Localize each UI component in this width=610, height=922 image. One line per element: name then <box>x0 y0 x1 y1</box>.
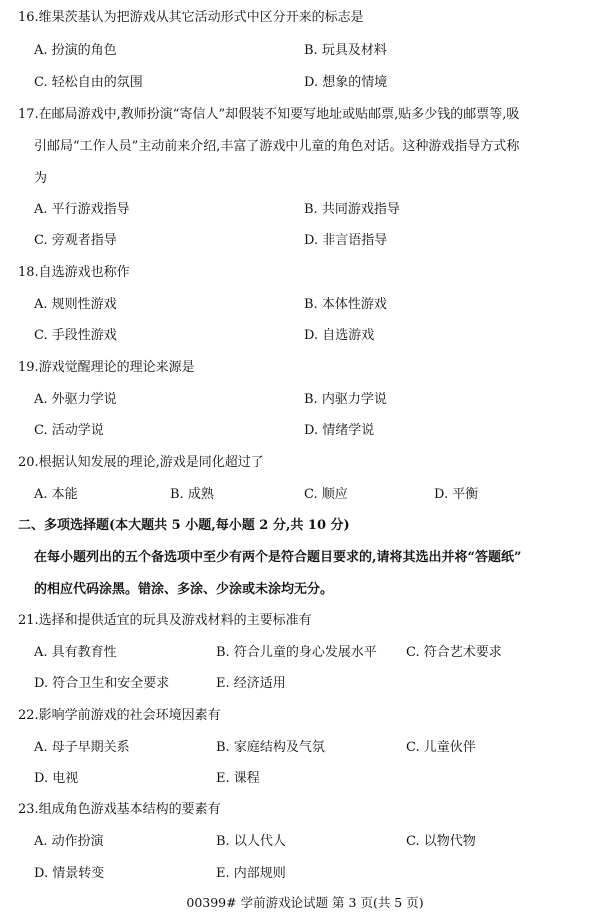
q16-option-d: D. 想象的情境 <box>304 75 388 90</box>
q21-option-e: E. 经济适用 <box>216 676 286 691</box>
q16-option-a: A. 扮演的角色 <box>34 43 117 58</box>
q19-option-b: B. 内驱力学说 <box>304 392 387 407</box>
q22-option-e: E. 课程 <box>216 771 260 786</box>
q23-option-b: B. 以人代人 <box>216 834 286 849</box>
q17-option-b: B. 共同游戏指导 <box>304 202 400 217</box>
q18-option-d: D. 自选游戏 <box>304 328 375 343</box>
q18-option-b: B. 本体性游戏 <box>304 297 387 312</box>
question-17-stem-line-3: 为 <box>34 171 48 186</box>
q23-option-d: D. 情景转变 <box>34 866 105 881</box>
q21-option-a: A. 具有教育性 <box>34 645 117 660</box>
q22-option-c: C. 儿童伙伴 <box>406 740 476 755</box>
q21-option-c: C. 符合艺术要求 <box>406 645 502 660</box>
q20-option-b: B. 成熟 <box>170 487 214 502</box>
section-2-title: 二、多项选择题(本大题共 5 小题,每小题 2 分,共 10 分) <box>18 518 350 533</box>
q22-option-d: D. 电视 <box>34 771 79 786</box>
q18-option-c: C. 手段性游戏 <box>34 328 117 343</box>
question-22-stem: 22.影响学前游戏的社会环境因素有 <box>18 708 221 723</box>
q21-option-b: B. 符合儿童的身心发展水平 <box>216 645 377 660</box>
question-21-stem: 21.选择和提供适宜的玩具及游戏材料的主要标准有 <box>18 613 312 628</box>
q17-option-a: A. 平行游戏指导 <box>34 202 130 217</box>
q19-option-a: A. 外驱力学说 <box>34 392 117 407</box>
q20-option-d: D. 平衡 <box>434 487 479 502</box>
question-17-stem-line-2: 引邮局“工作人员”主动前来介绍,丰富了游戏中儿童的角色对话。这种游戏指导方式称 <box>34 139 520 154</box>
q16-option-b: B. 玩具及材料 <box>304 43 387 58</box>
q23-option-c: C. 以物代物 <box>406 834 476 849</box>
question-17-stem-line-1: 17.在邮局游戏中,教师扮演“寄信人”却假装不知要写地址或贴邮票,贴多少钱的邮票等,吸 <box>18 107 520 122</box>
q17-option-c: C. 旁观者指导 <box>34 233 117 248</box>
q22-option-a: A. 母子早期关系 <box>34 740 130 755</box>
q21-option-d: D. 符合卫生和安全要求 <box>34 676 170 691</box>
page-footer: 00399# 学前游戏论试题 第 3 页(共 5 页) <box>186 895 424 910</box>
q16-option-c: C. 轻松自由的氛围 <box>34 75 143 90</box>
q23-option-e: E. 内部规则 <box>216 866 286 881</box>
q19-option-d: D. 情绪学说 <box>304 423 375 438</box>
q23-option-a: A. 动作扮演 <box>34 834 104 849</box>
question-20-stem: 20.根据认知发展的理论,游戏是同化超过了 <box>18 455 264 470</box>
section-2-instructions-line-2: 的相应代码涂黑。错涂、多涂、少涂或未涂均无分。 <box>34 582 334 597</box>
question-23-stem: 23.组成角色游戏基本结构的要素有 <box>18 802 221 817</box>
q17-option-d: D. 非言语指导 <box>304 233 388 248</box>
question-19-stem: 19.游戏觉醒理论的理论来源是 <box>18 360 195 375</box>
section-2-instructions-line-1: 在每小题列出的五个备选项中至少有两个是符合题目要求的,请将其选出并将“答题纸” <box>34 550 522 565</box>
q18-option-a: A. 规则性游戏 <box>34 297 117 312</box>
q20-option-c: C. 顺应 <box>304 487 348 502</box>
q19-option-c: C. 活动学说 <box>34 423 104 438</box>
q22-option-b: B. 家庭结构及气氛 <box>216 740 325 755</box>
question-16-stem: 16.维果茨基认为把游戏从其它活动形式中区分开来的标志是 <box>18 10 364 25</box>
q20-option-a: A. 本能 <box>34 487 78 502</box>
question-18-stem: 18.自选游戏也称作 <box>18 265 130 280</box>
